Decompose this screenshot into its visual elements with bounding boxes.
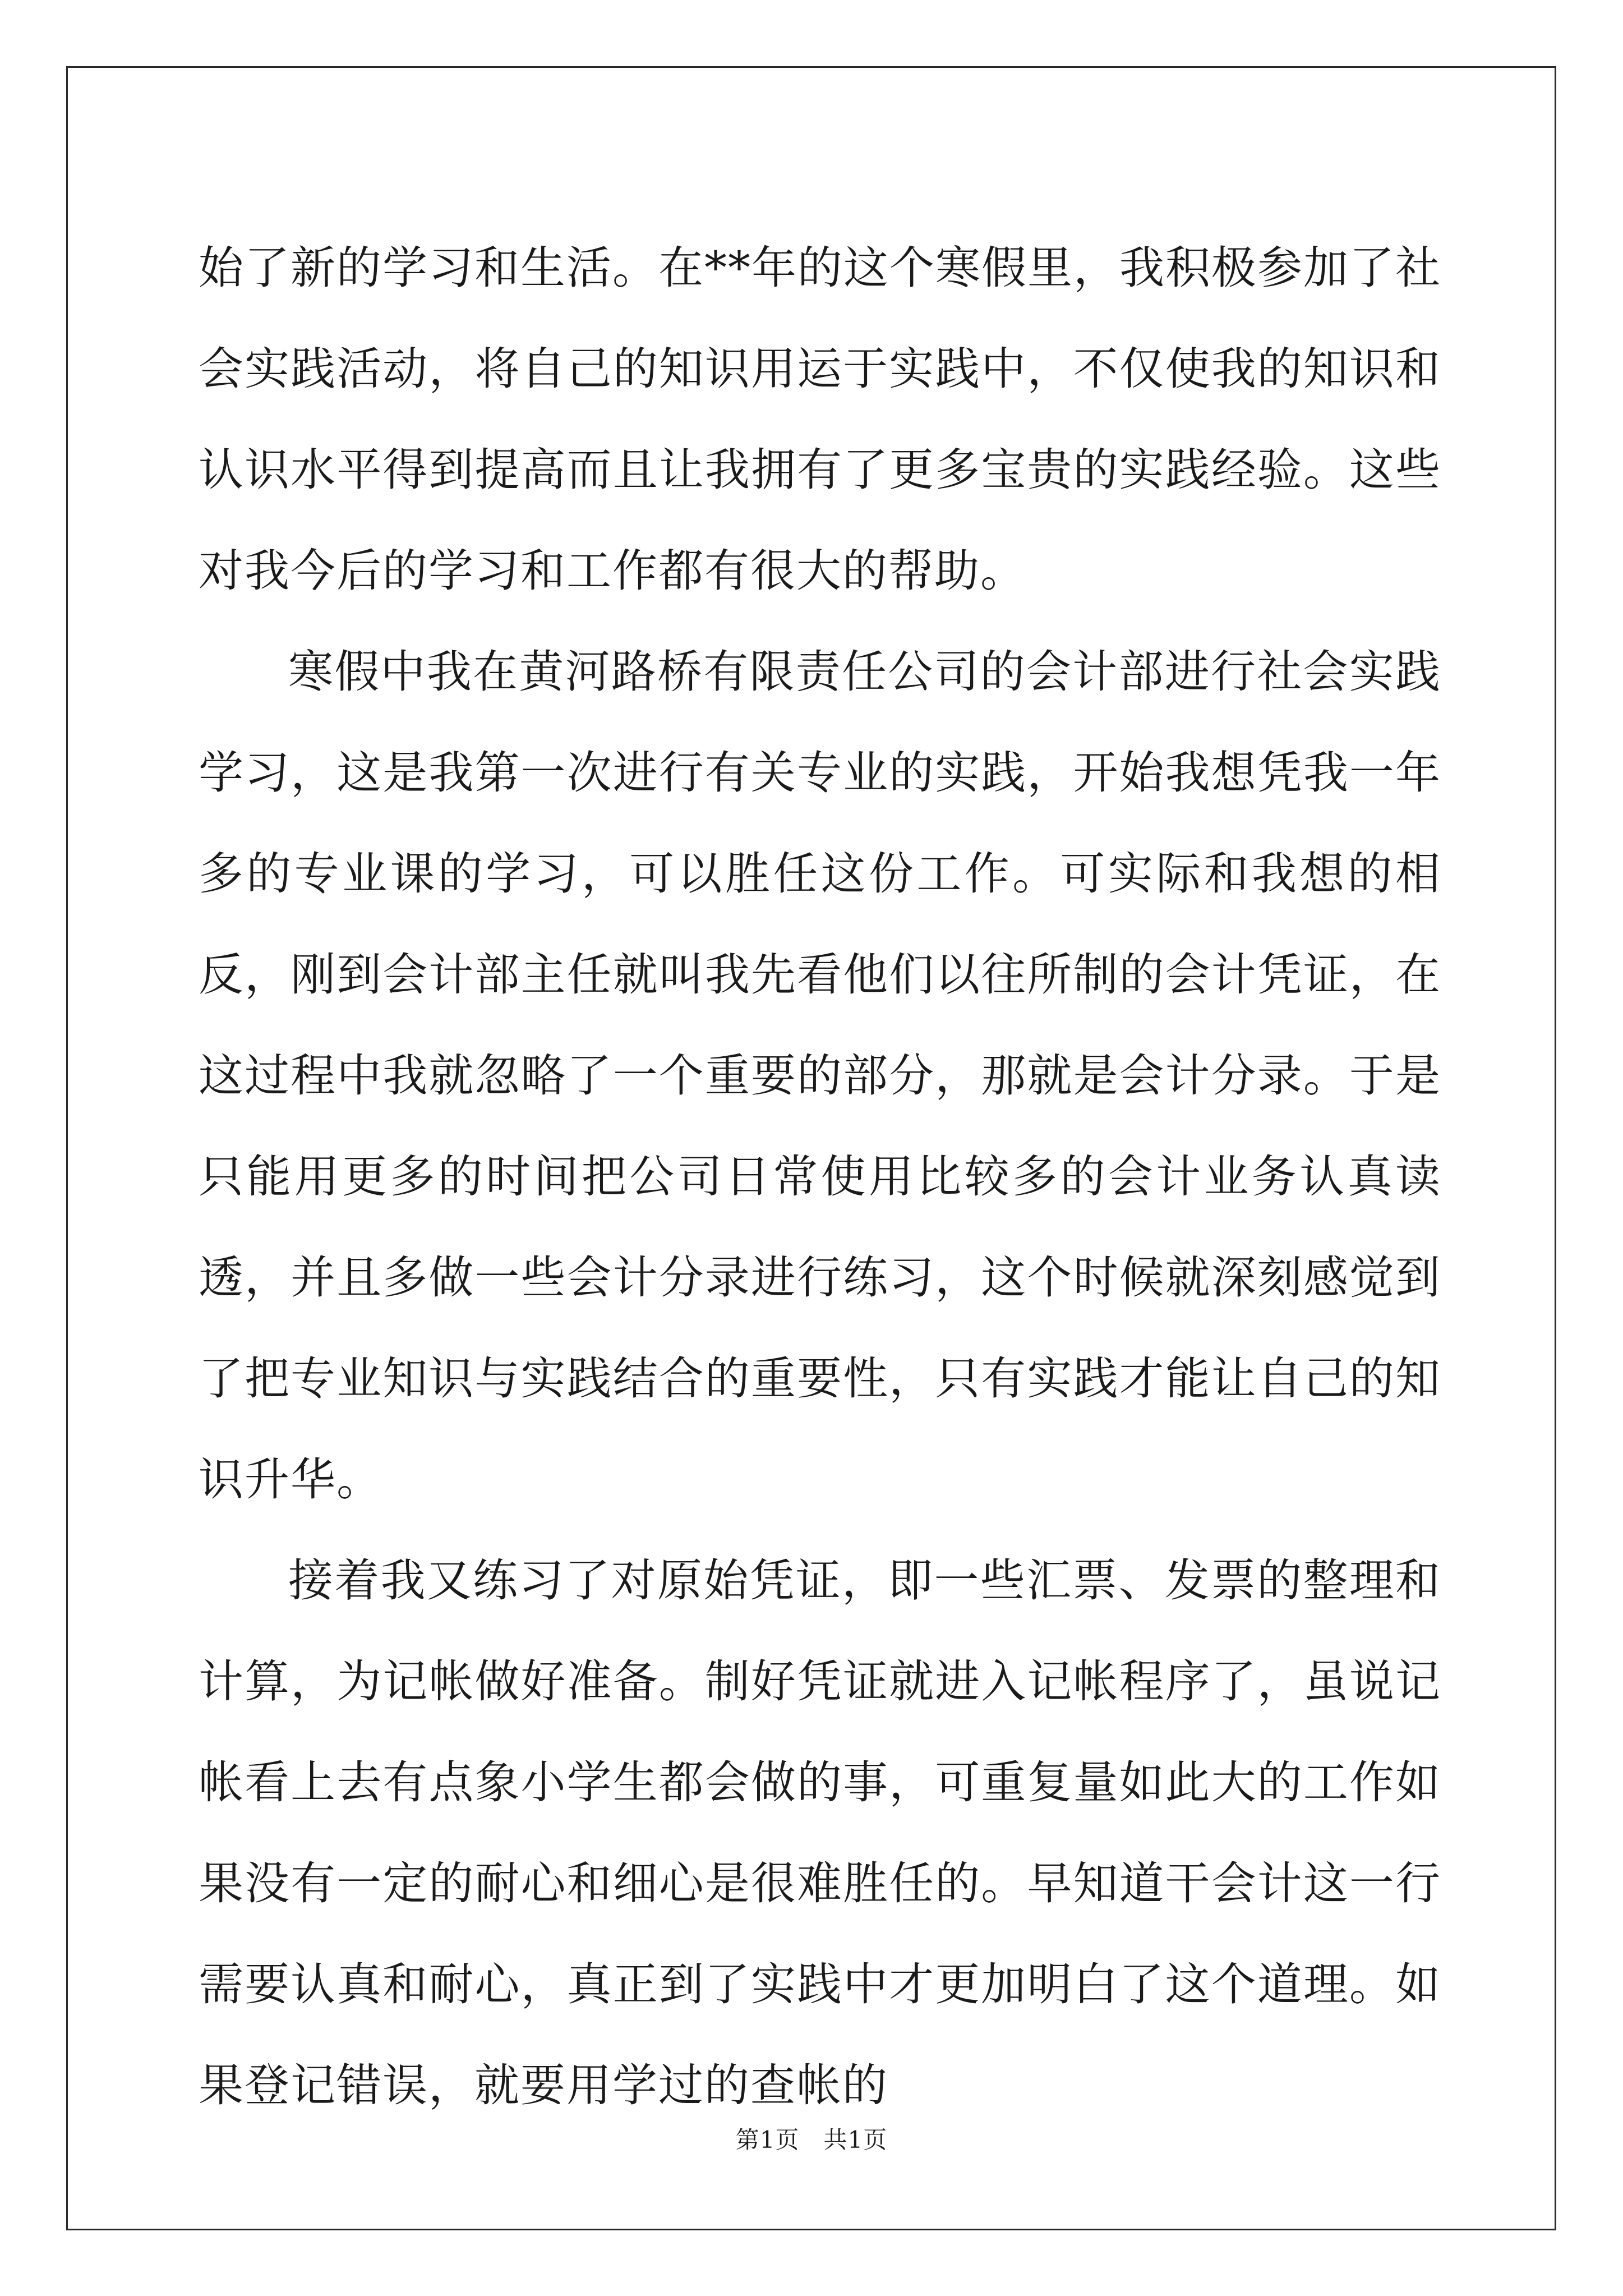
paragraph-3: 接着我又练习了对原始凭证，即一些汇票、发票的整理和计算，为记帐做好准备。制好凭证就进入记帐程序了，虽说记帐看上去有点象小学生都会做的事，可重复量如此大的工作如果没有一定的耐心和细心是很难胜任的。早知道干会计这一行需要认真和耐心，真正到了实践中才更加明白了这个道理。如果登记错误，就要用学过的查帐的 (199, 1554, 1441, 2111)
page-footer: 第1页 共1页 (735, 2126, 888, 2154)
paragraph-1: 始了新的学习和生活。在**年的这个寒假里，我积极参加了社会实践活动，将自己的知识用运于实践中，不仅使我的知识和认识水平得到提高而且让我拥有了更多宝贵的实践经验。这些对我今后的学习和工作都有很大的帮助。 (199, 242, 1441, 597)
paragraph-2: 寒假中我在黄河路桥有限责任公司的会计部进行社会实践学习，这是我第一次进行有关专业的实践，开始我想凭我一年多的专业课的学习，可以胜任这份工作。可实际和我想的相反，刚到会计部主任就叫我先看他们以往所制的会计凭证，在这过程中我就忽略了一个重要的部分，那就是会计分录。于是只能用更多的时间把公司日常使用比较多的会计业务认真读透，并且多做一些会计分录进行练习，这个时候就深刻感觉到了把专业知识与实践结合的重要性，只有实践才能让自己的知识升华。 (199, 646, 1441, 1506)
document-body (199, 218, 1441, 2136)
